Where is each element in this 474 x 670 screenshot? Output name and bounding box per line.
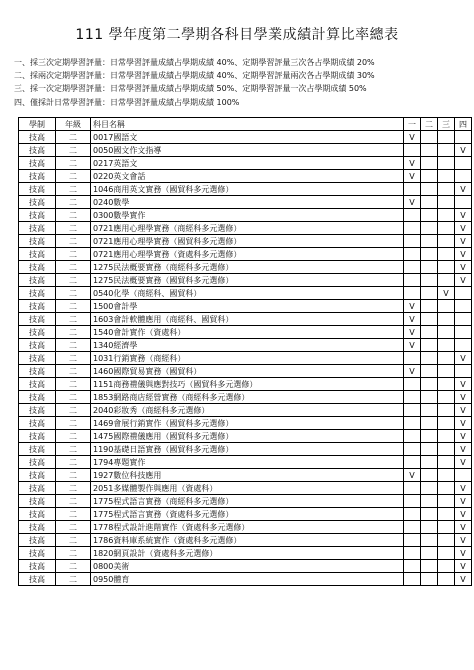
table-row [19, 235, 472, 248]
cell-option-1 [404, 261, 421, 274]
table-row [19, 300, 472, 313]
cell-option-4: V [455, 443, 472, 456]
table-row [19, 248, 472, 261]
cell-course: 1927數位科技應用 [91, 469, 404, 482]
cell-option-3 [438, 430, 455, 443]
table-row [19, 144, 472, 157]
cell-course: 0050國文作文指導 [91, 144, 404, 157]
table-row [19, 482, 472, 495]
cell-option-1 [404, 508, 421, 521]
cell-system: 技高 [19, 482, 56, 495]
cell-option-4: V [455, 404, 472, 417]
cell-option-2 [421, 560, 438, 573]
header-course: 科目名稱 [91, 118, 404, 131]
cell-option-4 [455, 469, 472, 482]
cell-option-1 [404, 495, 421, 508]
table-row [19, 313, 472, 326]
cell-option-3 [438, 573, 455, 586]
cell-grade: 二 [56, 157, 91, 170]
cell-course: 1775程式語言實務（資處科多元選修） [91, 508, 404, 521]
cell-option-4: V [455, 573, 472, 586]
cell-course: 1275民法概要實務（商經科多元選修） [91, 261, 404, 274]
cell-option-4: V [455, 352, 472, 365]
header-system: 學制 [19, 118, 56, 131]
cell-grade: 二 [56, 495, 91, 508]
cell-course: 1786資料庫系統實作（資處科多元選修） [91, 534, 404, 547]
table-row [19, 261, 472, 274]
cell-option-4: V [455, 261, 472, 274]
cell-course: 1775程式語言實務（商經科多元選修） [91, 495, 404, 508]
cell-option-3 [438, 534, 455, 547]
header-option-4: 四 [455, 118, 472, 131]
cell-option-1: V [404, 300, 421, 313]
cell-course: 1500會計學 [91, 300, 404, 313]
cell-option-2 [421, 391, 438, 404]
cell-course: 0220英文會話 [91, 170, 404, 183]
table-row [19, 209, 472, 222]
cell-system: 技高 [19, 365, 56, 378]
table-row [19, 365, 472, 378]
table-row [19, 495, 472, 508]
table-row [19, 417, 472, 430]
cell-option-4 [455, 365, 472, 378]
cell-course: 1778程式設計進階實作（資處科多元選修） [91, 521, 404, 534]
cell-option-1 [404, 378, 421, 391]
cell-system: 技高 [19, 248, 56, 261]
cell-system: 技高 [19, 287, 56, 300]
cell-option-3 [438, 339, 455, 352]
cell-option-3 [438, 521, 455, 534]
cell-grade: 二 [56, 209, 91, 222]
cell-option-2 [421, 131, 438, 144]
cell-option-2 [421, 170, 438, 183]
cell-grade: 二 [56, 508, 91, 521]
cell-option-4: V [455, 391, 472, 404]
cell-option-4: V [455, 274, 472, 287]
cell-option-1 [404, 430, 421, 443]
cell-grade: 二 [56, 144, 91, 157]
cell-course: 1820網頁設計（資處科多元選修） [91, 547, 404, 560]
cell-option-3 [438, 378, 455, 391]
cell-option-3 [438, 508, 455, 521]
cell-option-2 [421, 495, 438, 508]
cell-grade: 二 [56, 196, 91, 209]
header-option-2: 二 [421, 118, 438, 131]
cell-course: 0300數學實作 [91, 209, 404, 222]
cell-option-3 [438, 209, 455, 222]
table-row [19, 352, 472, 365]
cell-option-3 [438, 131, 455, 144]
rule-item: 四、僅採計日常學習評量：日常學習評量成績占學期成績 100% [14, 97, 240, 107]
cell-option-1 [404, 456, 421, 469]
cell-option-4: V [455, 560, 472, 573]
cell-option-4: V [455, 417, 472, 430]
cell-grade: 二 [56, 131, 91, 144]
table-row [19, 157, 472, 170]
cell-system: 技高 [19, 573, 56, 586]
cell-option-3 [438, 274, 455, 287]
cell-option-4: V [455, 495, 472, 508]
cell-option-3 [438, 495, 455, 508]
cell-course: 1475國際禮儀應用（國貿科多元選修） [91, 430, 404, 443]
cell-option-3: V [438, 287, 455, 300]
cell-course: 0017國語文 [91, 131, 404, 144]
cell-option-1 [404, 352, 421, 365]
cell-option-4: V [455, 508, 472, 521]
table-row [19, 456, 472, 469]
cell-system: 技高 [19, 339, 56, 352]
cell-option-2 [421, 144, 438, 157]
cell-grade: 二 [56, 547, 91, 560]
cell-option-1 [404, 287, 421, 300]
cell-option-4 [455, 339, 472, 352]
cell-course: 1794專題實作 [91, 456, 404, 469]
cell-option-2 [421, 404, 438, 417]
cell-option-4: V [455, 235, 472, 248]
table-row [19, 170, 472, 183]
cell-grade: 二 [56, 248, 91, 261]
cell-option-1: V [404, 365, 421, 378]
cell-option-3 [438, 235, 455, 248]
cell-course: 1340經濟學 [91, 339, 404, 352]
cell-option-1 [404, 222, 421, 235]
cell-option-4: V [455, 534, 472, 547]
cell-course: 0217英語文 [91, 157, 404, 170]
header-row [19, 118, 472, 131]
cell-option-4 [455, 313, 472, 326]
cell-option-1 [404, 443, 421, 456]
cell-option-1 [404, 417, 421, 430]
cell-grade: 二 [56, 170, 91, 183]
cell-option-1 [404, 404, 421, 417]
table-row [19, 573, 472, 586]
cell-grade: 二 [56, 287, 91, 300]
cell-option-2 [421, 300, 438, 313]
cell-option-3 [438, 261, 455, 274]
cell-system: 技高 [19, 222, 56, 235]
cell-system: 技高 [19, 157, 56, 170]
cell-grade: 二 [56, 456, 91, 469]
table-row [19, 560, 472, 573]
cell-option-3 [438, 417, 455, 430]
table-row [19, 287, 472, 300]
cell-option-2 [421, 183, 438, 196]
cell-option-3 [438, 157, 455, 170]
cell-option-1: V [404, 170, 421, 183]
cell-option-2 [421, 547, 438, 560]
cell-option-1: V [404, 339, 421, 352]
cell-system: 技高 [19, 378, 56, 391]
table-row [19, 274, 472, 287]
cell-grade: 二 [56, 339, 91, 352]
table-row [19, 326, 472, 339]
cell-option-1: V [404, 469, 421, 482]
cell-course: 0721應用心理學實務（資處科多元選修） [91, 248, 404, 261]
cell-system: 技高 [19, 235, 56, 248]
cell-course: 2051多媒體製作與應用（資處科） [91, 482, 404, 495]
cell-system: 技高 [19, 209, 56, 222]
cell-option-4: V [455, 222, 472, 235]
cell-system: 技高 [19, 183, 56, 196]
cell-grade: 二 [56, 521, 91, 534]
cell-course: 1046商用英文實務（國貿科多元選修） [91, 183, 404, 196]
cell-grade: 二 [56, 222, 91, 235]
table-row [19, 404, 472, 417]
cell-option-2 [421, 339, 438, 352]
cell-option-4 [455, 287, 472, 300]
cell-grade: 二 [56, 326, 91, 339]
cell-course: 1469會展行銷實作（國貿科多元選修） [91, 417, 404, 430]
table-row [19, 469, 472, 482]
table-row [19, 196, 472, 209]
cell-course: 1275民法概要實務（國貿科多元選修） [91, 274, 404, 287]
cell-option-2 [421, 573, 438, 586]
cell-option-4: V [455, 547, 472, 560]
cell-option-1 [404, 248, 421, 261]
cell-system: 技高 [19, 469, 56, 482]
cell-option-3 [438, 196, 455, 209]
cell-system: 技高 [19, 300, 56, 313]
header-grade: 年級 [56, 118, 91, 131]
cell-option-1 [404, 144, 421, 157]
cell-grade: 二 [56, 378, 91, 391]
cell-option-2 [421, 274, 438, 287]
cell-option-3 [438, 365, 455, 378]
table-row [19, 430, 472, 443]
cell-option-3 [438, 391, 455, 404]
cell-grade: 二 [56, 313, 91, 326]
cell-option-2 [421, 326, 438, 339]
table-row [19, 378, 472, 391]
cell-system: 技高 [19, 521, 56, 534]
cell-option-2 [421, 378, 438, 391]
rules-list [14, 56, 466, 109]
cell-option-4: V [455, 248, 472, 261]
cell-option-1: V [404, 326, 421, 339]
cell-grade: 二 [56, 573, 91, 586]
table-row [19, 521, 472, 534]
cell-option-3 [438, 352, 455, 365]
cell-grade: 二 [56, 430, 91, 443]
cell-option-1: V [404, 157, 421, 170]
cell-option-2 [421, 482, 438, 495]
cell-option-3 [438, 404, 455, 417]
cell-system: 技高 [19, 508, 56, 521]
cell-option-2 [421, 508, 438, 521]
cell-option-2 [421, 248, 438, 261]
table-row [19, 222, 472, 235]
cell-system: 技高 [19, 170, 56, 183]
cell-option-1 [404, 573, 421, 586]
cell-course: 0721應用心理學實務（商經科多元選修） [91, 222, 404, 235]
cell-course: 1460國際貿易實務（國貿科） [91, 365, 404, 378]
cell-option-4: V [455, 209, 472, 222]
header-option-3: 三 [438, 118, 455, 131]
cell-option-2 [421, 261, 438, 274]
cell-system: 技高 [19, 261, 56, 274]
cell-course: 0540化學（商經科、國貿科） [91, 287, 404, 300]
cell-option-1 [404, 547, 421, 560]
cell-option-3 [438, 560, 455, 573]
cell-option-2 [421, 534, 438, 547]
cell-grade: 二 [56, 352, 91, 365]
cell-grade: 二 [56, 300, 91, 313]
cell-option-3 [438, 183, 455, 196]
cell-option-3 [438, 469, 455, 482]
cell-option-4 [455, 300, 472, 313]
cell-option-1 [404, 183, 421, 196]
cell-system: 技高 [19, 560, 56, 573]
cell-option-2 [421, 417, 438, 430]
cell-option-3 [438, 170, 455, 183]
ratio-table [18, 117, 472, 586]
cell-system: 技高 [19, 534, 56, 547]
cell-system: 技高 [19, 404, 56, 417]
cell-system: 技高 [19, 313, 56, 326]
cell-option-2 [421, 222, 438, 235]
cell-system: 技高 [19, 430, 56, 443]
cell-option-1 [404, 209, 421, 222]
cell-option-4 [455, 157, 472, 170]
cell-option-4: V [455, 482, 472, 495]
cell-option-4 [455, 170, 472, 183]
table-body [19, 131, 472, 586]
cell-option-3 [438, 443, 455, 456]
cell-option-2 [421, 157, 438, 170]
cell-grade: 二 [56, 365, 91, 378]
rule-item: 三、採一次定期學習評量：日常學習評量成績占學期成績 50%、定期學習評量一次占學期成績 50% [14, 84, 367, 94]
cell-option-2 [421, 287, 438, 300]
cell-system: 技高 [19, 391, 56, 404]
cell-grade: 二 [56, 274, 91, 287]
cell-course: 1031行銷實務（商經科） [91, 352, 404, 365]
cell-system: 技高 [19, 326, 56, 339]
cell-course: 2040彩妝秀（商經科多元選修） [91, 404, 404, 417]
cell-option-2 [421, 365, 438, 378]
cell-system: 技高 [19, 417, 56, 430]
cell-option-2 [421, 352, 438, 365]
cell-grade: 二 [56, 482, 91, 495]
rule-item: 一、採三次定期學習評量：日常學習評量成績占學期成績 40%、定期學習評量三次各占學期成績 20% [14, 58, 375, 67]
cell-grade: 二 [56, 443, 91, 456]
cell-option-4: V [455, 183, 472, 196]
table-row [19, 131, 472, 144]
cell-course: 1540會計實作（資處科） [91, 326, 404, 339]
table-row [19, 183, 472, 196]
cell-option-1: V [404, 196, 421, 209]
cell-grade: 二 [56, 404, 91, 417]
cell-grade: 二 [56, 469, 91, 482]
cell-course: 0800美術 [91, 560, 404, 573]
header-option-1: 一 [404, 118, 421, 131]
cell-system: 技高 [19, 131, 56, 144]
cell-option-4: V [455, 521, 472, 534]
cell-option-2 [421, 196, 438, 209]
table-row [19, 339, 472, 352]
table-row [19, 534, 472, 547]
cell-course: 1853網路商店經營實務（商經科多元選修） [91, 391, 404, 404]
rule-item: 二、採兩次定期學習評量：日常學習評量成績占學期成績 40%、定期學習評量兩次各占學期成績 30% [14, 71, 375, 81]
cell-grade: 二 [56, 391, 91, 404]
table-row [19, 443, 472, 456]
cell-grade: 二 [56, 183, 91, 196]
cell-option-4: V [455, 456, 472, 469]
cell-system: 技高 [19, 495, 56, 508]
cell-option-2 [421, 521, 438, 534]
cell-system: 技高 [19, 274, 56, 287]
cell-course: 1603會計軟體應用（商經科、國貿科） [91, 313, 404, 326]
cell-option-3 [438, 326, 455, 339]
cell-grade: 二 [56, 417, 91, 430]
cell-option-4: V [455, 144, 472, 157]
cell-option-3 [438, 547, 455, 560]
cell-grade: 二 [56, 560, 91, 573]
cell-course: 0240數學 [91, 196, 404, 209]
cell-option-1 [404, 235, 421, 248]
cell-option-3 [438, 482, 455, 495]
cell-option-1 [404, 521, 421, 534]
cell-option-2 [421, 313, 438, 326]
cell-option-2 [421, 443, 438, 456]
cell-option-3 [438, 144, 455, 157]
cell-grade: 二 [56, 235, 91, 248]
cell-option-1: V [404, 313, 421, 326]
cell-option-4: V [455, 430, 472, 443]
table-row [19, 391, 472, 404]
cell-option-1 [404, 274, 421, 287]
cell-option-4 [455, 131, 472, 144]
cell-system: 技高 [19, 547, 56, 560]
table-row [19, 508, 472, 521]
cell-option-1 [404, 391, 421, 404]
cell-option-2 [421, 235, 438, 248]
cell-option-4: V [455, 378, 472, 391]
cell-system: 技高 [19, 196, 56, 209]
cell-option-2 [421, 469, 438, 482]
table-row [19, 547, 472, 560]
cell-course: 1190基礎日語實務（國貿科多元選修） [91, 443, 404, 456]
cell-system: 技高 [19, 456, 56, 469]
cell-option-3 [438, 248, 455, 261]
page-title: 111 學年度第二學期各科目學業成績計算比率總表 [75, 27, 399, 43]
cell-option-1 [404, 482, 421, 495]
cell-option-3 [438, 222, 455, 235]
cell-option-1: V [404, 131, 421, 144]
cell-option-2 [421, 456, 438, 469]
cell-option-3 [438, 300, 455, 313]
cell-course: 1151商務禮儀與應對技巧（國貿科多元選修） [91, 378, 404, 391]
cell-option-3 [438, 456, 455, 469]
cell-option-4 [455, 326, 472, 339]
cell-grade: 二 [56, 261, 91, 274]
cell-option-2 [421, 430, 438, 443]
cell-grade: 二 [56, 534, 91, 547]
cell-course: 0721應用心理學實務（國貿科多元選修） [91, 235, 404, 248]
cell-option-4 [455, 196, 472, 209]
cell-option-2 [421, 209, 438, 222]
cell-option-1 [404, 560, 421, 573]
cell-system: 技高 [19, 144, 56, 157]
cell-option-1 [404, 534, 421, 547]
cell-option-3 [438, 313, 455, 326]
cell-system: 技高 [19, 352, 56, 365]
cell-course: 0950體育 [91, 573, 404, 586]
cell-system: 技高 [19, 443, 56, 456]
